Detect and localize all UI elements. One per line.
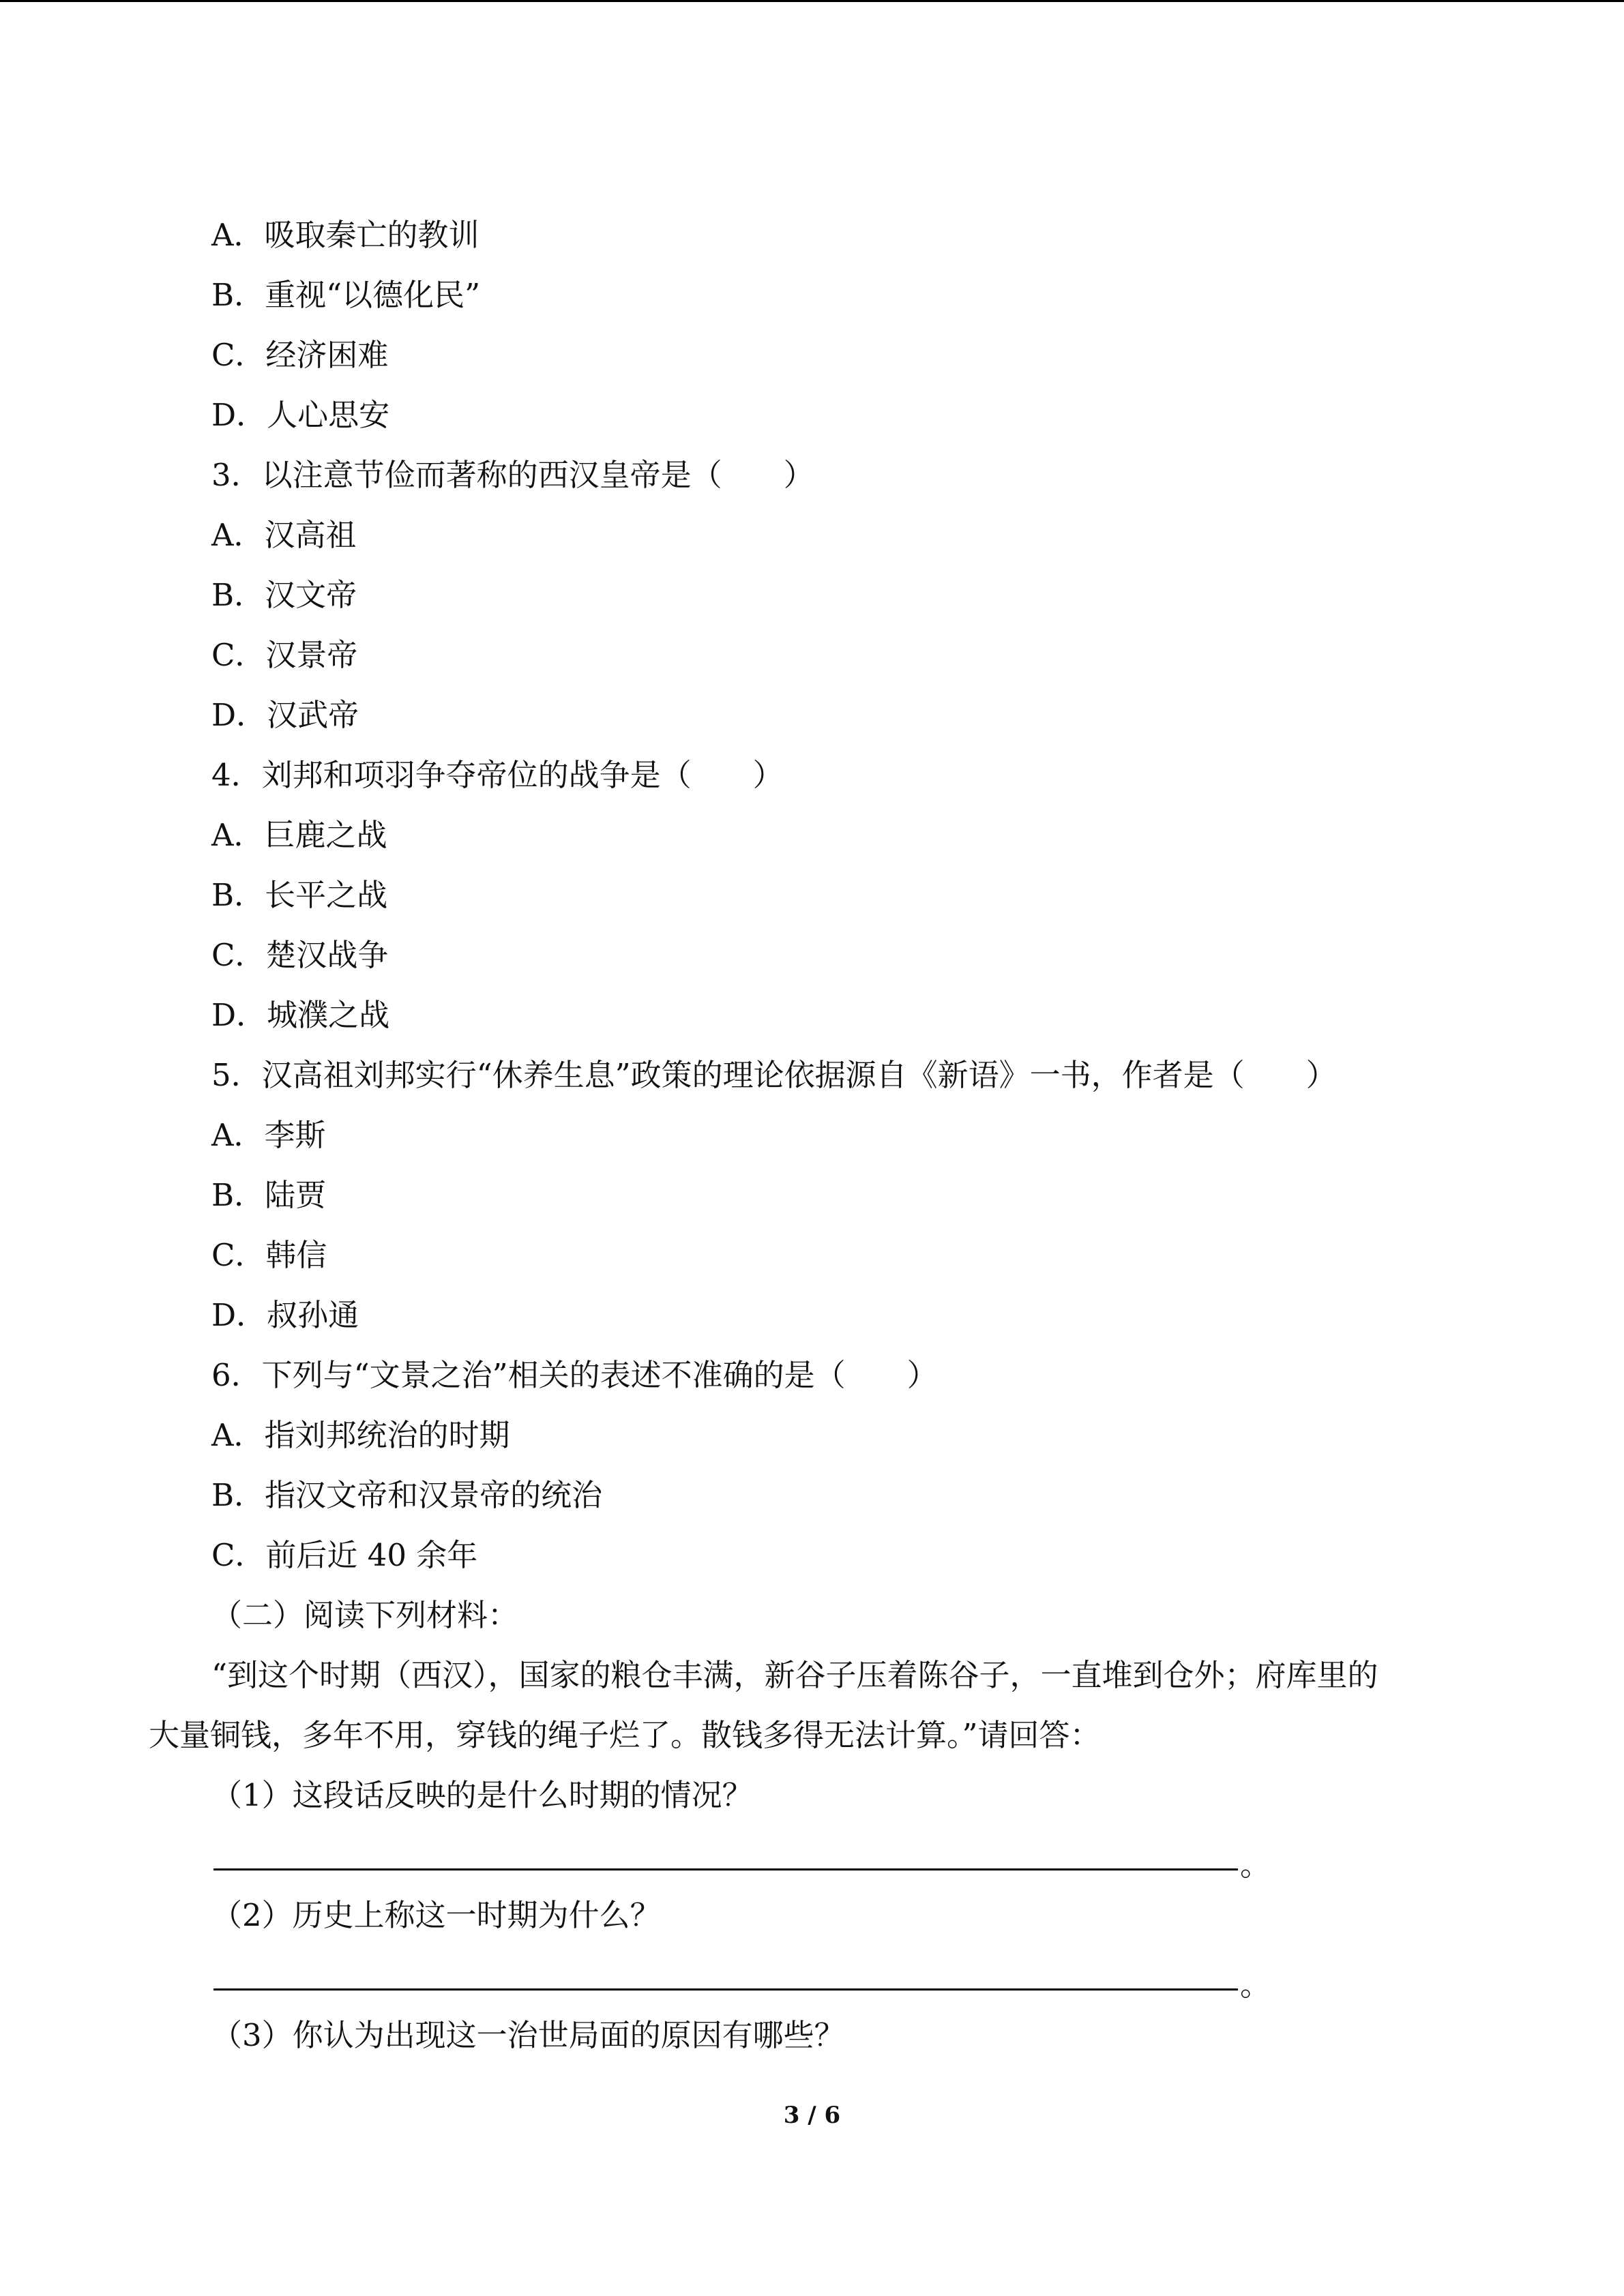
option-text: A．汉高祖	[211, 517, 357, 553]
option-text: C．楚汉战争	[211, 937, 389, 973]
question-text: 6．下列与“文景之治”相关的表述不准确的是（ ）	[211, 1357, 938, 1393]
option-text: C．前后近 40 余年	[211, 1537, 478, 1573]
option-text: B．陆贾	[211, 1177, 327, 1213]
option-text: C．韩信	[211, 1237, 327, 1273]
option-text: D．叔孙通	[211, 1297, 359, 1333]
question-text: 4．刘邦和项羽争夺帝位的战争是（ ）	[211, 757, 784, 793]
option-text: D．人心思安	[211, 397, 390, 433]
answer-blank-line[interactable]	[213, 1868, 1238, 1870]
option-text: A．吸取秦亡的教训	[211, 217, 479, 253]
page-top-border	[0, 0, 1624, 2]
answer-end-mark: 。	[1240, 1847, 1271, 1883]
sub-question: （3）你认为出现这一治世局面的原因有哪些？	[211, 2017, 845, 2053]
option-text: C．经济困难	[211, 337, 389, 373]
question-text: 5．汉高祖刘邦实行“休养生息”政策的理论依据源自《新语》一书，作者是（ ）	[211, 1057, 1337, 1093]
option-text: A．李斯	[211, 1117, 326, 1153]
option-text: B．指汉文帝和汉景帝的统治	[211, 1477, 603, 1513]
question-text: 3．以注意节俭而著称的西汉皇帝是（ ）	[211, 457, 814, 493]
sub-question: （1）这段话反映的是什么时期的情况？	[211, 1777, 753, 1813]
page-number: 3 / 6	[783, 2102, 841, 2129]
material-text: 大量铜钱，多年不用，穿钱的绳子烂了。散钱多得无法计算。”请回答：	[149, 1717, 1101, 1753]
answer-blank-line[interactable]	[213, 1988, 1238, 1991]
sub-question: （2）历史上称这一时期为什么？	[211, 1897, 661, 1933]
option-text: D．汉武帝	[211, 697, 359, 733]
answer-end-mark: 。	[1240, 1967, 1271, 2003]
option-text: A．指刘邦统治的时期	[211, 1417, 510, 1453]
option-text: B．重视“以德化民”	[211, 277, 481, 313]
section-heading: （二）阅读下列材料：	[211, 1597, 519, 1633]
option-text: C．汉景帝	[211, 637, 358, 673]
option-text: D．城濮之战	[211, 997, 390, 1033]
option-text: B．长平之战	[211, 877, 388, 913]
material-text: “到这个时期（西汉），国家的粮仓丰满，新谷子压着陈谷子，一直堆到仓外；府库里的	[211, 1657, 1378, 1693]
option-text: A．巨鹿之战	[211, 817, 387, 853]
option-text: B．汉文帝	[211, 577, 357, 613]
